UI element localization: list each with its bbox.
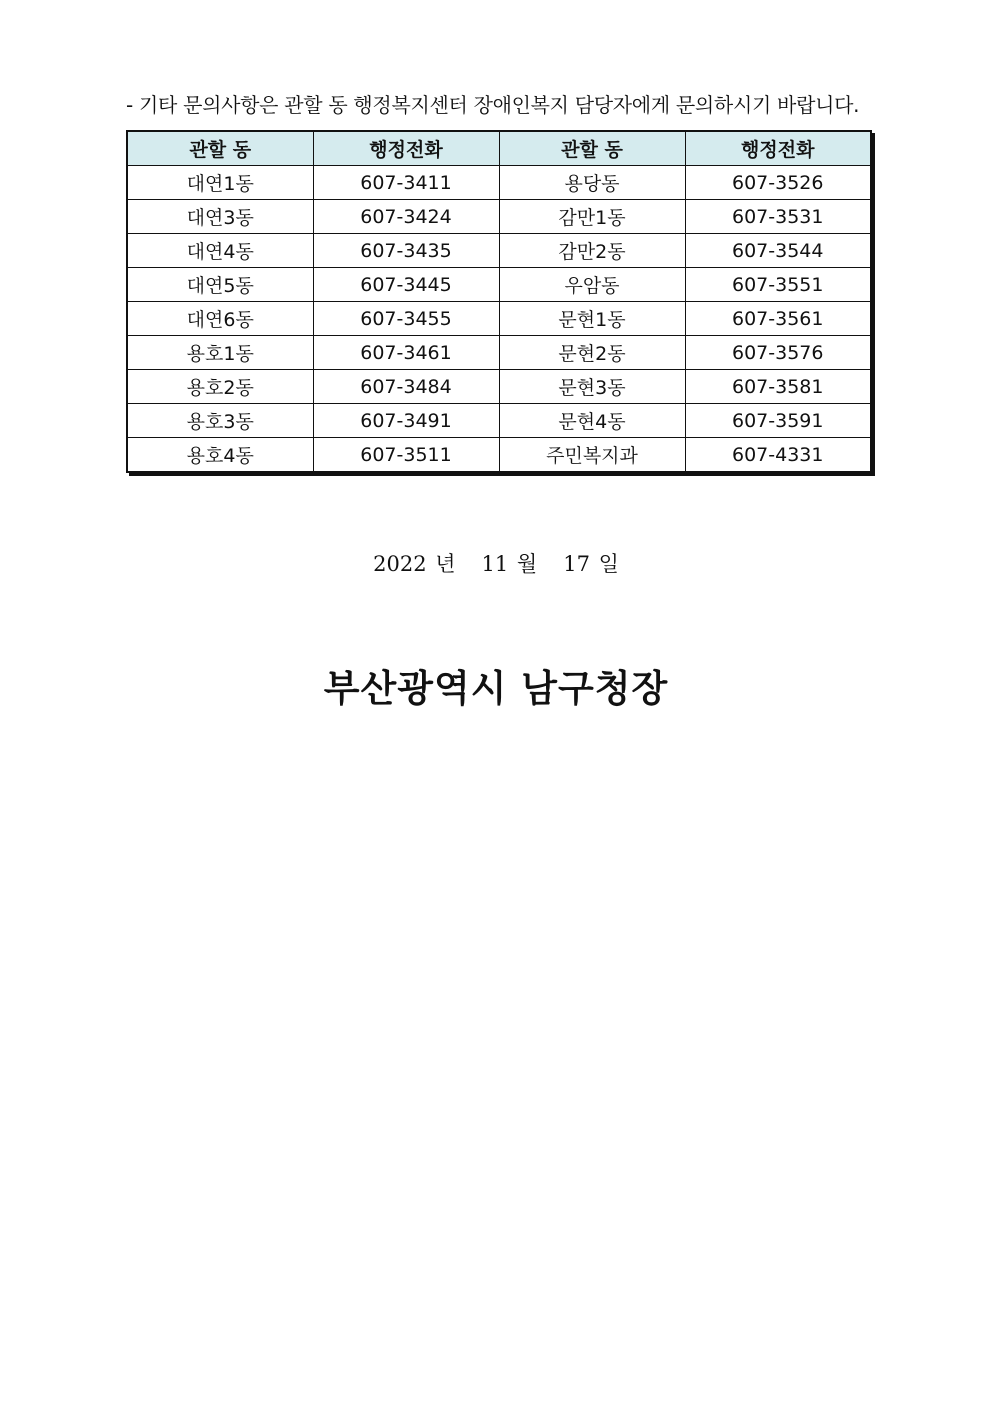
phone-cell: 607-3424 (313, 200, 499, 234)
phone-cell: 607-3455 (313, 302, 499, 336)
phone-cell: 607-4331 (685, 438, 871, 473)
table-row (127, 234, 871, 268)
phone-cell: 607-3491 (313, 404, 499, 438)
phone-cell: 607-3526 (685, 166, 871, 200)
table-row (127, 370, 871, 404)
table-row (127, 200, 871, 234)
phone-cell: 607-3511 (313, 438, 499, 473)
district-cell: 감만2동 (499, 234, 685, 268)
district-cell: 용호1동 (127, 336, 313, 370)
district-cell: 주민복지과 (499, 438, 685, 473)
header-district-1: 관할 동 (127, 131, 313, 166)
notice-text: - 기타 문의사항은 관할 동 행정복지센터 장애인복지 담당자에게 문의하시기 바랍니다. (126, 93, 860, 117)
table-row (127, 302, 871, 336)
phone-cell: 607-3591 (685, 404, 871, 438)
phone-cell: 607-3445 (313, 268, 499, 302)
phone-cell: 607-3411 (313, 166, 499, 200)
date-year: 2022 년 (373, 552, 456, 576)
date-day: 17 일 (563, 552, 619, 576)
phone-cell: 607-3544 (685, 234, 871, 268)
phone-cell: 607-3484 (313, 370, 499, 404)
issue-date (0, 548, 992, 578)
district-cell: 문현3동 (499, 370, 685, 404)
district-cell: 용호2동 (127, 370, 313, 404)
contact-table (126, 130, 872, 473)
district-cell: 대연3동 (127, 200, 313, 234)
table-row (127, 268, 871, 302)
district-cell: 우암동 (499, 268, 685, 302)
table-row (127, 438, 871, 473)
issuer-signature: 부산광역시 남구청장 (323, 667, 669, 710)
district-cell: 대연6동 (127, 302, 313, 336)
district-cell: 대연1동 (127, 166, 313, 200)
district-cell: 용호4동 (127, 438, 313, 473)
table-row (127, 404, 871, 438)
district-cell: 문현1동 (499, 302, 685, 336)
phone-cell: 607-3531 (685, 200, 871, 234)
table-header-row (127, 131, 871, 166)
header-phone-1: 행정전화 (313, 131, 499, 166)
phone-cell: 607-3551 (685, 268, 871, 302)
table-row (127, 166, 871, 200)
phone-cell: 607-3561 (685, 302, 871, 336)
header-phone-2: 행정전화 (685, 131, 871, 166)
table-row (127, 336, 871, 370)
date-month: 11 월 (481, 552, 538, 576)
district-cell: 감만1동 (499, 200, 685, 234)
district-cell: 문현2동 (499, 336, 685, 370)
district-cell: 대연4동 (127, 234, 313, 268)
phone-cell: 607-3461 (313, 336, 499, 370)
phone-cell: 607-3435 (313, 234, 499, 268)
header-district-2: 관할 동 (499, 131, 685, 166)
district-cell: 문현4동 (499, 404, 685, 438)
district-cell: 용호3동 (127, 404, 313, 438)
district-cell: 용당동 (499, 166, 685, 200)
district-cell: 대연5동 (127, 268, 313, 302)
phone-cell: 607-3581 (685, 370, 871, 404)
phone-cell: 607-3576 (685, 336, 871, 370)
